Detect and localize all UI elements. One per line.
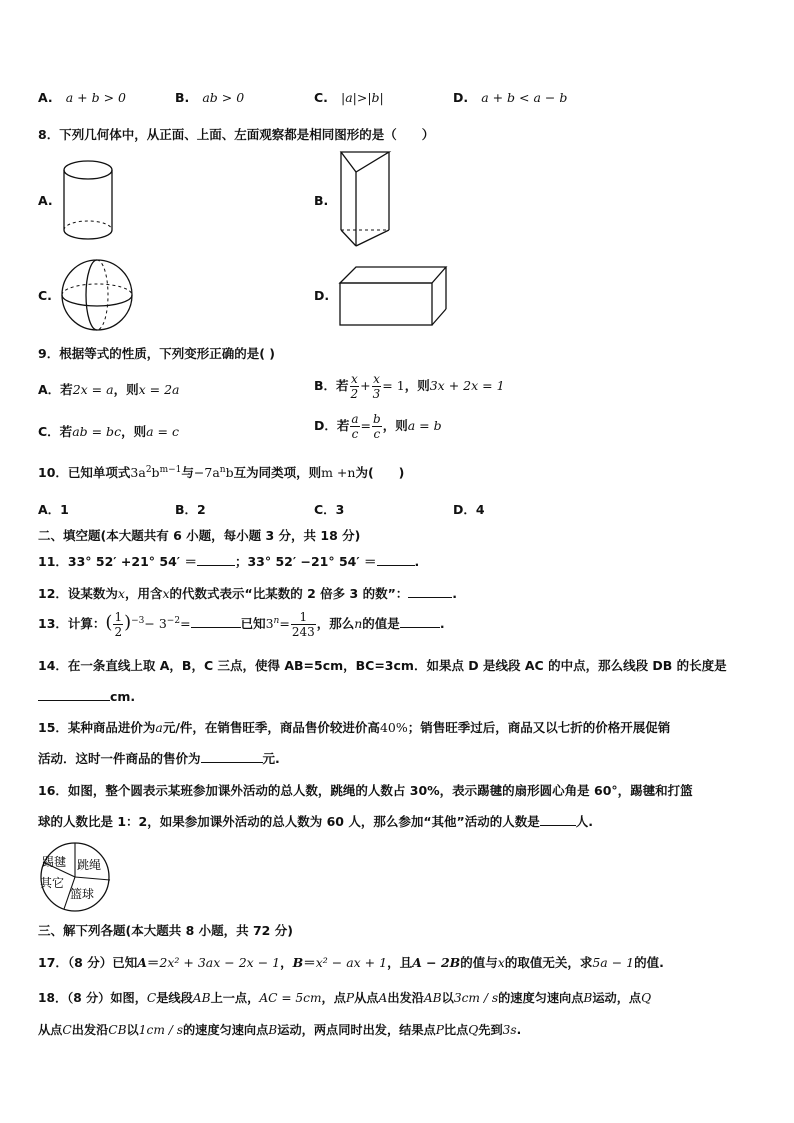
q8-option-c-label: C. <box>38 288 52 303</box>
option-label: A. <box>38 90 53 105</box>
text: 的取值无关，求 <box>504 955 593 970</box>
option-expression: x = 2a <box>138 382 180 397</box>
expression: m +n <box>321 465 356 480</box>
expression: 3s <box>502 1023 517 1037</box>
text: 活动．这时一件商品的售价为 <box>38 751 201 766</box>
text: ；销售旺季过后，商品又以七折的价格开展促销 <box>407 720 671 735</box>
text: ，用含 <box>124 586 163 601</box>
option-label: B．若 <box>314 378 349 393</box>
operator: ＝ <box>303 955 316 970</box>
text: 互为同类项，则 <box>233 465 322 480</box>
variable: n <box>354 616 363 631</box>
q9-stem: 9．根据等式的性质，下列变形正确的是( ) <box>38 346 275 361</box>
expression: 3cm / s <box>453 991 499 1005</box>
answer-blank <box>377 553 415 566</box>
monomial: b <box>225 465 234 480</box>
text: 出发沿 <box>71 1023 109 1037</box>
text: 是线段 <box>156 991 193 1005</box>
variable: C <box>146 991 157 1005</box>
variable: AB <box>423 991 442 1005</box>
variable: x <box>497 955 505 970</box>
expression: − 3 <box>144 616 167 631</box>
sphere-figure <box>60 258 136 334</box>
q10-option-a: A．1 <box>38 502 69 517</box>
text: 已知 <box>240 616 266 631</box>
text: 13．计算： <box>38 616 106 631</box>
option-label: C. <box>314 90 328 105</box>
q8-option-a-label: A. <box>38 193 53 208</box>
percentage: 40% <box>379 720 408 735</box>
q10-option-d: D．4 <box>453 502 485 517</box>
text: . <box>414 554 420 569</box>
variable: P <box>435 1023 444 1037</box>
q9-option-a <box>38 380 179 398</box>
exponent: n <box>273 615 280 626</box>
variable: AB <box>192 991 211 1005</box>
text: 上一点， <box>210 991 260 1005</box>
exponent: m−1 <box>159 464 182 475</box>
operator: ＝ <box>146 955 160 970</box>
answer-blank <box>38 688 110 701</box>
option-label: C．若 <box>38 424 73 439</box>
exponent: −3 <box>131 615 145 626</box>
text: 运动，两点同时出发，结果点 <box>277 1023 436 1037</box>
text: . <box>516 1023 522 1037</box>
option-connector: ，则 <box>404 378 430 393</box>
expression: 5a − 1 <box>592 955 635 970</box>
text: . <box>439 616 445 631</box>
cuboid-figure <box>338 265 450 327</box>
text: 与 <box>181 465 194 480</box>
variable: B <box>268 1023 278 1037</box>
fraction <box>291 610 316 639</box>
unit: cm. <box>110 689 136 704</box>
variable: x <box>162 586 170 601</box>
text: . <box>452 586 458 601</box>
option-label: B. <box>175 90 190 105</box>
option-expression: a + b > 0 <box>65 90 126 105</box>
text: 从点 <box>38 1023 63 1037</box>
text: 以 <box>126 1023 139 1037</box>
text: 元. <box>262 751 280 766</box>
q9-option-c <box>38 422 179 440</box>
text: 的值与 <box>460 955 498 970</box>
text: ，那么 <box>316 616 355 631</box>
text: 为( ) <box>355 465 405 480</box>
q10-stem <box>38 463 404 481</box>
section-2-heading: 二、填空题(本大题共有 6 小题，每小题 3 分，共 18 分) <box>38 528 361 543</box>
option-connector: ，则 <box>121 424 147 439</box>
q7-option-d <box>453 90 567 105</box>
q15-line1 <box>38 718 670 736</box>
fraction-numerator: 1 <box>291 610 316 625</box>
option-expression: 2x = a <box>72 382 114 397</box>
cylinder-figure <box>58 158 118 244</box>
fraction-numerator: x <box>373 372 380 386</box>
q14-line1: 14．在一条直线上取 A，B，C 三点，使得 AB=5cm，BC=3cm．如果点 D 是线段 AC 的中点，那么线段 DB 的长度是 <box>38 658 727 673</box>
q16-line2 <box>38 812 593 830</box>
paren: ) <box>124 612 132 633</box>
q7-option-b <box>175 90 244 105</box>
text: 12．设某数为 <box>38 586 118 601</box>
q16-line1: 16．如图，整个圆表示某班参加课外活动的总人数，跳绳的人数占 30%，表示踢毽的扇形圆心角是 60°，踢毽和打篮 <box>38 783 693 798</box>
variable: A <box>378 991 388 1005</box>
q15-line2 <box>38 749 280 767</box>
variable: a <box>155 720 163 735</box>
answer-blank <box>197 553 235 566</box>
text: 18．（8 分）如图， <box>38 991 147 1005</box>
variable: Q <box>641 991 652 1005</box>
text: 人. <box>575 814 594 829</box>
monomial: 3a <box>130 465 146 480</box>
text: 出发沿 <box>387 991 424 1005</box>
q9-option-b <box>314 372 505 401</box>
fraction-denominator: 3 <box>372 387 381 401</box>
option-expression: |a|>|b| <box>341 90 384 105</box>
section-3-heading: 三、解下列各题(本大题共 8 小题，共 72 分) <box>38 923 293 938</box>
text: 的值. <box>634 955 664 970</box>
fraction-numerator: x <box>350 372 358 386</box>
fraction-denominator: 2 <box>350 387 359 401</box>
option-expression: 3x + 2x = 1 <box>429 378 505 393</box>
fraction <box>350 412 359 441</box>
text: 10．已知单项式 <box>38 465 131 480</box>
q11 <box>38 552 419 570</box>
variable: x <box>117 586 125 601</box>
text: 11．33° 52′ +21° 54′ ＝ <box>38 554 197 569</box>
fraction-denominator: 243 <box>291 625 315 639</box>
expression: AC = 5cm <box>259 991 322 1005</box>
variable: C <box>62 1023 72 1037</box>
variable: P <box>345 991 355 1005</box>
text: 比点 <box>443 1023 469 1037</box>
operator: = <box>279 616 290 631</box>
q14-line2 <box>38 688 135 704</box>
fraction-denominator: c <box>373 427 381 441</box>
text: 从点 <box>354 991 379 1005</box>
option-expression: a + b < a − b <box>481 90 568 105</box>
option-label: D．若 <box>314 418 350 433</box>
operator: = <box>360 418 372 433</box>
option-label: A．若 <box>38 382 73 397</box>
q17 <box>38 953 664 971</box>
fraction <box>372 412 382 441</box>
expression: x² − ax + 1 <box>315 955 388 970</box>
q8-option-b-label: B. <box>314 193 329 208</box>
paren: ( <box>105 612 113 633</box>
pie-label-lanqiu: 篮球 <box>70 887 95 901</box>
q18-line1 <box>38 989 651 1006</box>
q12 <box>38 584 457 602</box>
option-connector: ，则 <box>382 418 408 433</box>
fraction-denominator: c <box>351 427 359 441</box>
operator: = <box>180 616 191 631</box>
variable: A <box>137 955 147 970</box>
monomial: −7a <box>193 465 220 480</box>
text: 先到 <box>478 1023 503 1037</box>
text: 的代数式表示“比某数的 2 倍多 3 的数”： <box>169 586 409 601</box>
text: 以 <box>441 991 454 1005</box>
option-label: D. <box>453 90 469 105</box>
q8-stem: 8．下列几何体中，从正面、上面、左面观察都是相同图形的是（ ） <box>38 127 435 142</box>
variable: B <box>292 955 304 970</box>
option-expression: ab > 0 <box>202 90 245 105</box>
answer-blank <box>400 615 440 628</box>
expression: A − 2B <box>412 955 461 970</box>
activity-pie-figure <box>38 842 114 914</box>
q18-line2 <box>38 1021 521 1038</box>
option-expression: a = b <box>407 418 442 433</box>
fraction <box>113 610 123 639</box>
operator: = 1 <box>382 378 405 393</box>
q7-option-a <box>38 90 126 105</box>
exponent: 2 <box>145 464 152 475</box>
answer-blank <box>408 585 452 598</box>
fraction-denominator: 2 <box>114 625 123 639</box>
q13 <box>38 610 445 639</box>
fraction-numerator: a <box>351 412 359 426</box>
monomial: b <box>151 465 160 480</box>
fraction <box>350 372 360 401</box>
expression: 1cm / s <box>138 1023 183 1037</box>
q10-option-c: C．3 <box>314 502 345 517</box>
exponent: n <box>219 464 226 475</box>
variable: Q <box>468 1023 479 1037</box>
triangular-prism-figure <box>336 150 396 250</box>
text: 的速度匀速向点 <box>498 991 584 1005</box>
option-expression: a = c <box>146 424 179 439</box>
q7-option-c <box>314 90 384 105</box>
q8-option-d-label: D. <box>314 288 330 303</box>
text: 15．某种商品进价为 <box>38 720 156 735</box>
answer-blank <box>540 813 576 826</box>
fraction <box>372 372 382 401</box>
text: ，点 <box>321 991 346 1005</box>
operator: + <box>360 378 371 393</box>
text: ，且 <box>387 955 413 970</box>
text: 球的人数比是 1：2，如果参加课外活动的总人数为 60 人，那么参加“其他”活动的人数是 <box>38 814 540 829</box>
text: 元/件，在销售旺季，商品售价较进价高 <box>162 720 380 735</box>
text: 的值是 <box>362 616 400 631</box>
variable: CB <box>108 1023 127 1037</box>
pie-label-tijian: 踢毽 <box>42 855 67 869</box>
text: 的速度匀速向点 <box>182 1023 269 1037</box>
option-expression: ab = bc <box>72 424 122 439</box>
text: ， <box>280 955 293 970</box>
pie-label-qita: 其它 <box>40 876 65 890</box>
q9-option-d <box>314 412 442 441</box>
text: 17．（8 分）已知 <box>38 955 138 970</box>
expression: 3 <box>265 616 274 631</box>
variable: B <box>583 991 593 1005</box>
q10-option-b: B．2 <box>175 502 206 517</box>
fraction-numerator: 1 <box>114 610 123 624</box>
exponent: −2 <box>166 615 181 626</box>
expression: 2x² + 3ax − 2x − 1 <box>159 955 281 970</box>
answer-blank <box>191 615 241 628</box>
text: 运动，点 <box>592 991 642 1005</box>
fraction-numerator: b <box>373 412 381 426</box>
pie-label-tiaosheng: 跳绳 <box>77 858 102 872</box>
option-connector: ，则 <box>113 382 139 397</box>
text: ；33° 52′ −21° 54′ ＝ <box>234 554 377 569</box>
answer-blank <box>201 750 263 763</box>
